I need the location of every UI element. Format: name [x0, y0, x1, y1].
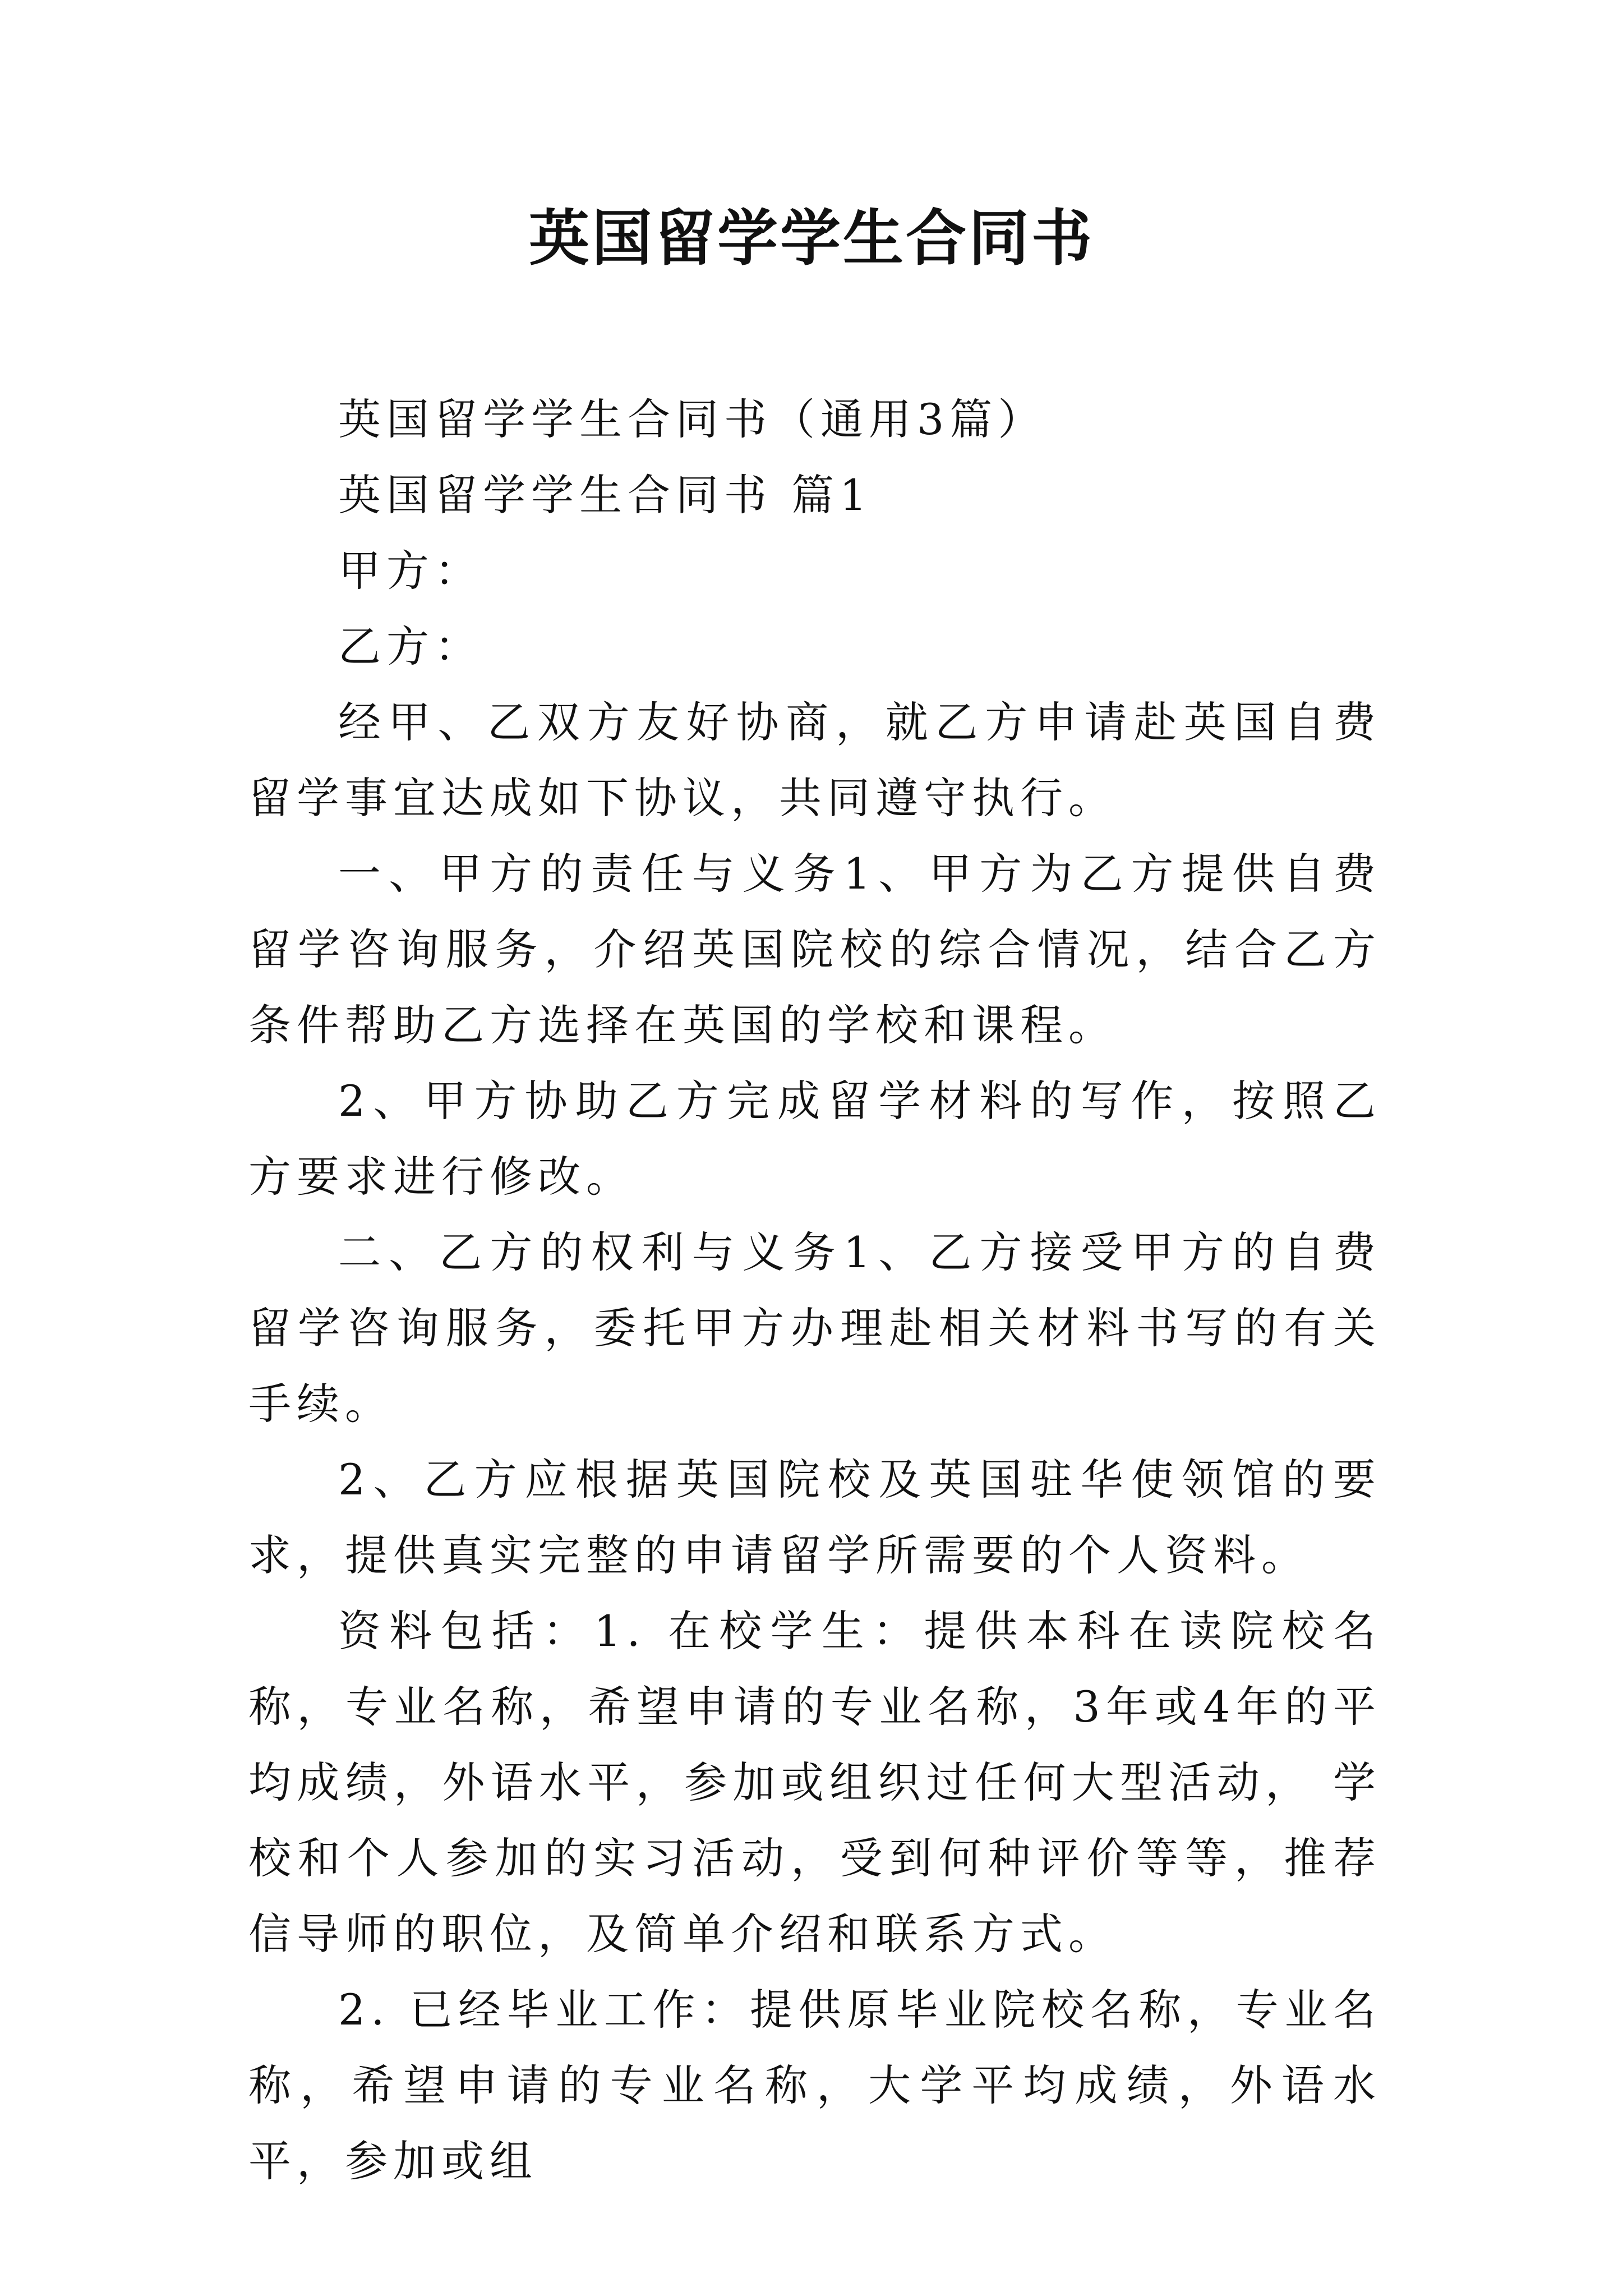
party-a-duties-paragraph: 一、甲方的责任与义务1、甲方为乙方提供自费留学咨询服务，介绍英国院校的综合情况，结合乙方条件帮助乙方选择在英国的学校和课程。: [248, 849, 1381, 1050]
subtitle-general: 英国留学学生合同书（通用3篇）: [338, 394, 1046, 444]
party-b-label: 乙方：: [338, 622, 483, 671]
document-title: 英国留学学生合同书: [528, 203, 1094, 274]
materials-students-paragraph: 资料包括：1. 在校学生：提供本科在读院校名称，专业名称，希望申请的专业名称，3年或4年的平均成绩，外语水平，参加或组织过任何大型活动， 学校和个人参加的实习活动，受到何种评价等等，推荐信导师的职位，及简单介绍和联系方式。: [248, 1606, 1381, 1959]
agreement-intro-paragraph: 经甲、乙双方友好协商，就乙方申请赴英国自费留学事宜达成如下协议，共同遵守执行。: [248, 697, 1381, 823]
party-a-label: 甲方：: [338, 546, 483, 596]
section-heading: 英国留学学生合同书 篇1: [338, 470, 873, 520]
party-b-duty-2-paragraph: 2、乙方应根据英国院校及英国驻华使领馆的要求，提供真实完整的申请留学所需要的个人资料。: [248, 1455, 1381, 1580]
materials-graduates-paragraph: 2. 已经毕业工作：提供原毕业院校名称，专业名称，希望申请的专业名称，大学平均成绩，外语水平，参加或组: [248, 1985, 1381, 2186]
party-a-duty-2-paragraph: 2、甲方协助乙方完成留学材料的写作，按照乙方要求进行修改。: [248, 1076, 1381, 1202]
document-body: [248, 381, 1381, 2199]
party-b-rights-paragraph: 二、乙方的权利与义务1、乙方接受甲方的自费留学咨询服务，委托甲方办理赴相关材料书写的有关手续。: [248, 1227, 1381, 1429]
